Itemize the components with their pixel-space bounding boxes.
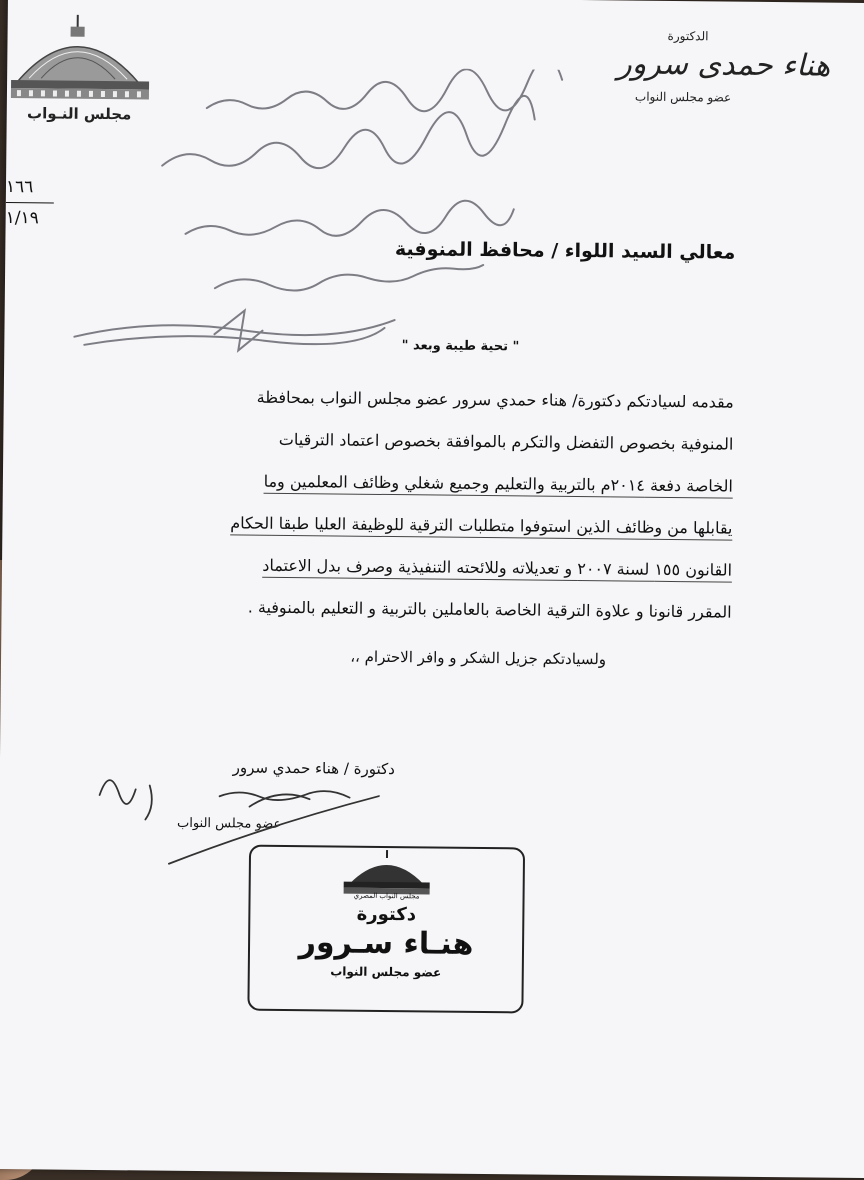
stamp-role: عضو مجلس النواب	[250, 964, 522, 981]
doctor-title: الدكتورة	[616, 28, 846, 44]
stamp-title: دكتورة	[250, 903, 522, 927]
body-line-3: الخاصة دفعة ٢٠١٤م بالتربية والتعليم وجميع شغلي وظائف المعلمين وما	[93, 459, 733, 508]
official-stamp	[247, 845, 525, 1014]
body-line-2: المنوفية بخصوص التفضل والتكرم بالموافقة بخصوص اعتماد الترقيات	[93, 417, 733, 466]
signatory-role: عضو مجلس النواب	[177, 816, 281, 832]
letter-body	[91, 375, 734, 634]
body-line-5: القانون ١٥٥ لسنة ٢٠٠٧ و تعديلاته وللائحته التنفيذية وصرف بدل الاعتماد	[92, 543, 732, 592]
mp-name-calligraphy: هناء حمدى سرور	[615, 46, 845, 83]
body-line-4: يقابلها من وظائف الذين استوفوا متطلبات الترقية للوظيفة العليا طبقا الحكام	[92, 501, 732, 550]
stamp-name: هنـاء سـرور	[250, 926, 522, 963]
greeting: " تحية طيبة وبعد "	[402, 338, 520, 354]
signatory-name: دكتورة / هناء حمدي سرور	[233, 758, 395, 778]
mp-letterhead	[615, 28, 846, 105]
body-line-6: المقرر قانونا و علاوة الترقية الخاصة بالعاملين بالتربية و التعليم بالمنوفية .	[91, 585, 731, 634]
parliament-caption: مجلس النـواب	[7, 104, 152, 124]
stamp-dome-caption: مجلس النواب المصري	[251, 891, 523, 902]
mp-role: عضو مجلس النواب	[615, 89, 845, 105]
handwritten-annotation	[64, 65, 627, 391]
body-line-1: مقدمه لسيادتكم دكتورة/ هناء حمدي سرور عضو مجلس النواب بمحافظة	[94, 375, 734, 424]
closing-line: ولسيادتكم جزيل الشكر و وافر الاحترام ،،	[350, 648, 606, 669]
reference-block	[5, 172, 54, 233]
addressee-heading: معالي السيد اللواء / محافظ المنوفية	[395, 238, 736, 264]
reference-number: ١٦٦	[6, 172, 54, 203]
reference-date: ١/١٩	[5, 203, 53, 234]
stamp-dome-icon	[342, 850, 432, 897]
